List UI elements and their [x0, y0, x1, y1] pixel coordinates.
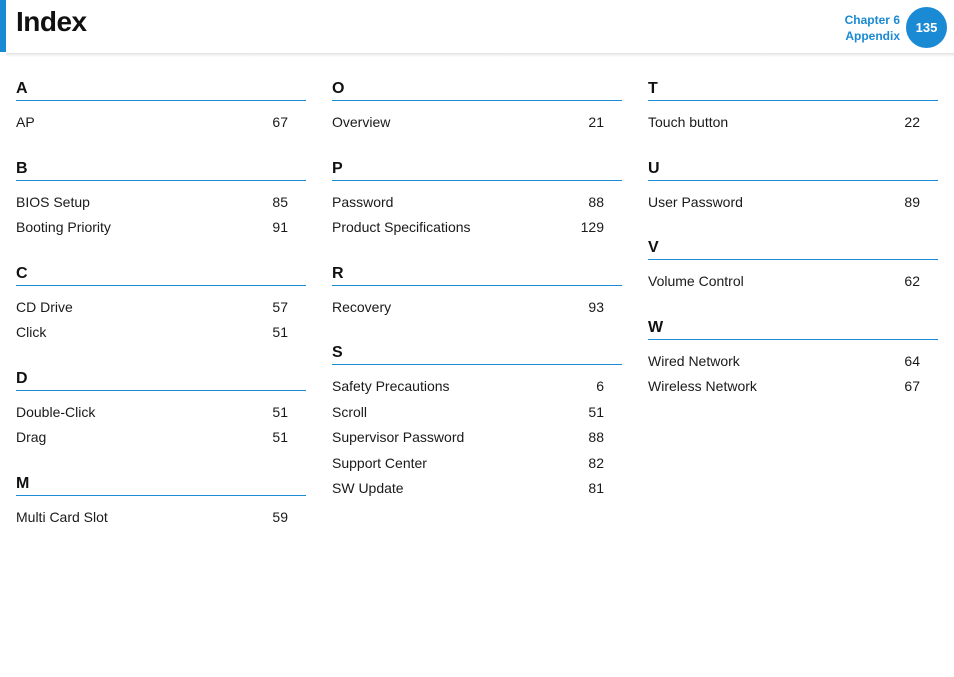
index-section-b [16, 158, 306, 241]
section-letter: C [16, 263, 306, 286]
section-spacer [648, 136, 938, 158]
index-entry[interactable] [648, 190, 938, 216]
index-entry-page: 57 [272, 298, 288, 315]
index-entry[interactable] [16, 425, 306, 451]
index-entry[interactable] [332, 374, 622, 400]
section-letter: S [332, 342, 622, 365]
section-letter: O [332, 78, 622, 101]
index-entry-page: 51 [588, 403, 604, 420]
index-entry[interactable] [16, 505, 306, 531]
index-entry-term: Wireless Network [648, 378, 757, 394]
index-entry[interactable] [332, 400, 622, 426]
index-entry-page: 62 [904, 273, 920, 289]
index-entry[interactable] [648, 110, 938, 136]
section-letter: D [16, 368, 306, 391]
index-entry[interactable] [332, 425, 622, 451]
index-column [332, 78, 622, 530]
index-entry[interactable] [332, 295, 622, 321]
index-section-a [16, 78, 306, 136]
section-letter: M [16, 473, 306, 496]
index-entry-term: BIOS Setup [16, 193, 90, 210]
index-section-v [648, 237, 938, 295]
section-spacer [16, 136, 306, 158]
index-entry-page: 6 [596, 378, 604, 394]
index-entry-page: 22 [904, 114, 920, 130]
section-letter: A [16, 78, 306, 101]
index-entry-term: Password [332, 193, 394, 210]
section-spacer [16, 346, 306, 368]
index-section-o [332, 78, 622, 136]
index-entry-page: 51 [272, 429, 288, 445]
index-entry-term: Overview [332, 114, 391, 130]
index-column [648, 78, 938, 530]
index-entry[interactable] [16, 400, 306, 426]
index-entry-page: 88 [588, 193, 604, 210]
section-spacer [16, 241, 306, 263]
index-entry[interactable] [16, 190, 306, 216]
index-entry-page: 51 [272, 324, 288, 340]
index-entry[interactable] [332, 215, 622, 241]
index-section-r [332, 263, 622, 321]
index-entry-term: Wired Network [648, 352, 740, 369]
index-section-t [648, 78, 938, 136]
index-section-s [332, 342, 622, 502]
section-letter: T [648, 78, 938, 101]
index-entry-page: 59 [272, 508, 288, 525]
index-entry-term: Product Specifications [332, 219, 471, 235]
section-spacer [648, 295, 938, 317]
index-entry-term: Support Center [332, 454, 427, 471]
index-entry-page: 67 [904, 378, 920, 394]
index-entry[interactable] [332, 476, 622, 502]
index-entry-term: Supervisor Password [332, 429, 465, 445]
section-letter: U [648, 158, 938, 181]
page-number-badge: 135 [906, 7, 947, 48]
section-letter: W [648, 317, 938, 340]
index-entry-page: 93 [588, 298, 604, 315]
index-entry-term: Multi Card Slot [16, 508, 108, 525]
index-entry-page: 81 [588, 480, 604, 496]
index-entry[interactable] [332, 110, 622, 136]
chapter-info [845, 12, 900, 44]
index-entry-page: 64 [904, 352, 920, 369]
section-spacer [648, 215, 938, 237]
index-entry[interactable] [16, 110, 306, 136]
index-entry[interactable] [332, 190, 622, 216]
header-divider [6, 53, 954, 57]
section-letter: R [332, 263, 622, 286]
section-letter: B [16, 158, 306, 181]
index-entry[interactable] [648, 374, 938, 400]
index-entry-page: 21 [588, 114, 604, 130]
page-title: Index [16, 6, 87, 37]
chapter-label[interactable]: Chapter 6 [844, 13, 900, 27]
index-entry-page: 129 [580, 219, 604, 235]
index-entry-term: Touch button [648, 114, 729, 130]
index-entry[interactable] [16, 320, 306, 346]
section-spacer [332, 136, 622, 158]
index-entry-page: 89 [904, 193, 920, 210]
index-section-d [16, 368, 306, 451]
index-entry[interactable] [648, 269, 938, 295]
index-entry-page: 82 [588, 454, 604, 471]
index-entry-term: Click [16, 324, 47, 340]
index-entry-term: AP [16, 114, 35, 130]
index-entry[interactable] [16, 295, 306, 321]
index-section-c [16, 263, 306, 346]
index-entry-page: 85 [272, 193, 288, 210]
index-entry-page: 51 [272, 403, 288, 420]
section-spacer [332, 241, 622, 263]
index-entry-term: Safety Precautions [332, 378, 450, 394]
index-entry-term: Volume Control [648, 273, 744, 289]
index-columns [16, 78, 938, 530]
index-entry[interactable] [648, 349, 938, 375]
index-entry-term: Drag [16, 429, 47, 445]
index-entry-term: Double-Click [16, 403, 96, 420]
index-section-u [648, 158, 938, 216]
header-accent-bar [0, 0, 6, 52]
index-entry-page: 88 [588, 429, 604, 445]
index-entry-term: Recovery [332, 298, 392, 315]
index-entry-page: 91 [272, 219, 288, 235]
index-entry-term: Booting Priority [16, 219, 111, 235]
section-letter: V [648, 237, 938, 260]
index-column [16, 78, 306, 530]
index-entry[interactable] [16, 215, 306, 241]
section-spacer [16, 451, 306, 473]
section-spacer [332, 320, 622, 342]
section-label[interactable]: Appendix [845, 29, 900, 43]
index-entry-term: Scroll [332, 403, 368, 420]
index-section-m [16, 473, 306, 531]
index-entry-term: User Password [648, 193, 743, 210]
index-entry-term: SW Update [332, 480, 404, 496]
index-section-p [332, 158, 622, 241]
index-entry-term: CD Drive [16, 298, 73, 315]
section-letter: P [332, 158, 622, 181]
index-entry[interactable] [332, 451, 622, 477]
index-section-w [648, 317, 938, 400]
index-entry-page: 67 [272, 114, 288, 130]
